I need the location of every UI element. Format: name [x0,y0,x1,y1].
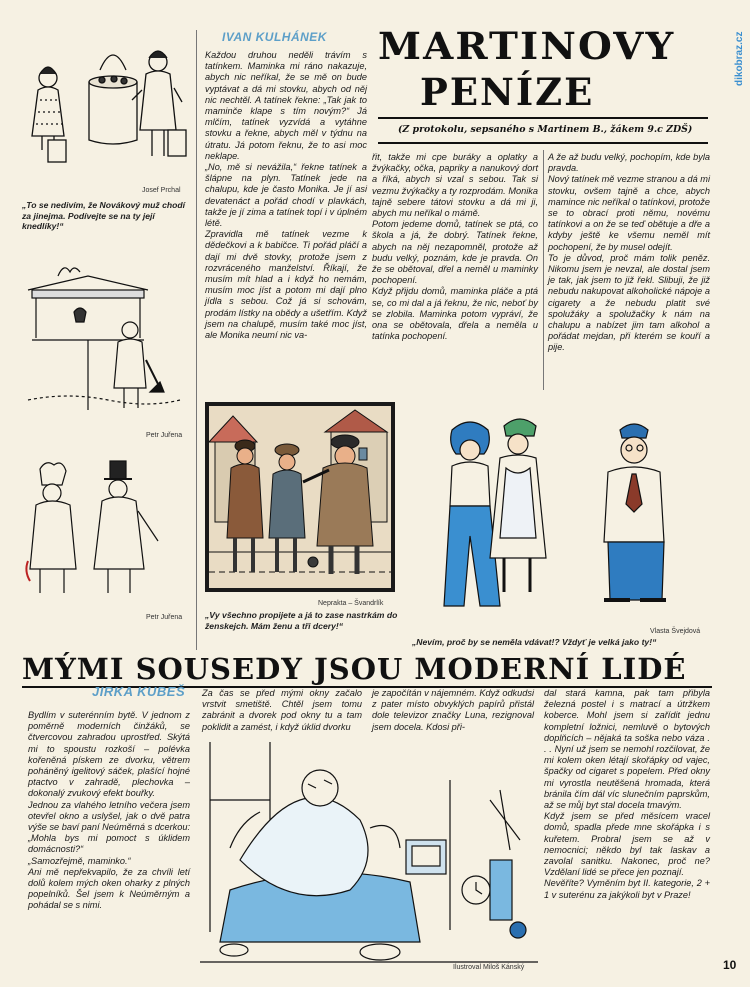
prchal-caption: „To se nedivím, že Novákový muž chodí za jinejma. Podívejte se na ty její knedlíky!“ [22,200,186,231]
title-rule-top [378,117,708,119]
article1-subtitle: (Z protokolu, sepsaného s Martinem B., žákem 9.c ZDŠ) [398,124,693,135]
title-rule-bottom [378,142,708,144]
article2-col3: je započítán v nájemném. Když odkudsi z pater místo obvyklých papírů přistál dole televizor značky Luna, rezignoval jsem docela. Kdosi při- [372,688,534,732]
jurena2-credit: Petr Juřena [146,614,183,621]
svejdova-cartoon [418,410,718,615]
neprakta-credit: Neprakta – Švandrlík [318,600,384,607]
article2-author: JIRKA KUBEŠ [92,684,186,699]
prchal-cartoon [18,40,190,168]
kansky-illustration [200,740,538,970]
article1-title-line2: PENÍZE [420,70,595,114]
jurena-birdhouse-cartoon [18,250,190,418]
article1-author: IVAN KULHÁNEK [222,30,327,44]
article1-col2: řit, takže mi cpe buráky a oplatky a žvýkačky, očka, papriky a nanukový dort a říká, abych si vzal s sebou. Tak si vezmu žvýkačky a ty rozprodám. Monika tajně sebere tátovi stovku a dá mi ji, abych mu neříkal o mámě. Potom jedeme domů, tatínek se ptá, co škola a já, že dobrý. Tatínek řekne, abych na něj nezapomněl, protože až budu velký, poznám, kde je pravda. On že se obětoval, dřel a neměl u maminky pochopení. Když přijdu domů, maminka pláče a ptá se, co mi dal a já řeknu, že nic, neboť by se zlobila. Maminka potom vypráví, že ona se obětovala, dřela a neměla u tatínka pochopení. [372,152,538,342]
article2-col1: Bydlím v suterénním bytě. V jednom z poměrně moderních činžáků, se čtvercovou zahradou uprostřed. Skýtá mi to spoustu rozkoší – polévka kořeněná pískem ze dvorku, větrem poháněný igelitový sáček, plašící hojné ptactvo v zahradě, plechovka – dokonalý zvukový efekt bouřky. Jednou za vlahého letního večera jsem otevřel okno a uslyšel, jak o dvě patra výše se baví paní Neúměrná s dcerkou: „Mohla bys mi pomoct s úklidem domácnosti?“ „Samozřejmě, maminko.“ Ani mě nepřekvapilo, že za chvíli letí dolů kolem mých oken oharky z plných popelníků. Šel jsem k Neúměrným a pohádal se s nimi. [28,710,190,911]
jurena-hats-cartoon [18,455,190,605]
kansky-credit: Ilustroval Miloš Kánský [453,964,525,971]
page-number: 10 [723,958,737,972]
article1-col3: A že až budu velký, pochopím, kde byla pravda. Nový tatínek mě vezme stranou a dá mi stovku, ovšem tajně a chce, abych mamince nic neříkal o tatínkovi, protože se to obrací proti němu, novému tatínkovi a on že se teď obětuje a dře a kdyby ještě ke všemu neměl mít pochopení, že by musel odejít. To je důvod, proč mám tolik peněz. Nikomu jsem je nevzal, ale dostal jsem je tak, jak jsem to již řekl. Slibuji, že již nebudu nakupovat alkoholické nápoje a cigarety a že nebudu platit své spolužáky a spolužačky k nám na chalupu a nabízet jim tam alkohol a pořádat mejdan, při kterém se kouří a pije. [548,152,710,353]
prchal-credit: Josef Prchal [142,187,181,194]
article2-title: MÝMI SOUSEDY JSOU MODERNÍ LIDÉ [22,652,687,686]
svejdova-caption: „Nevím, proč by se neměla vdávat!? Vždyť je velká jako ty!“ [412,637,657,647]
article2-col4: dal stará kamna, pak tam přibyla železná postel i s matrací a útržkem koberce. Mohl jsem si zařídit jednu kompletní ložnici, nemluvě o bytových doplňcích – nějaká ta soška nebo váza . . . Nyní už jsem se nemohl rozčilovat, že mi kolem oken létají skořápky od vajec, špačky od cigaret s popelem. Před okny mi vyrostla neutěšená hromada, která bránila čím dál víc slunečním paprskům, až se můj byt stal docela tmavým. Když jsem se před měsícem vracel domů, spadla přede mne skořápka i s kuřetem. Probral jsem se až v nemocnici; někdo byl tak laskav a zavolal sanitku. Nakonec, proč ne? Vzdělaní lidé se přece jen poznají. Nevěříte? Vyměním byt II. kategorie, 2 + 1 v suterénu za jakýkoli byt v Praze! [544,688,710,900]
neprakta-caption: „Vy všechno propijete a já to zase nastrkám do ženskejch. Mám ženu a tři dcery!“ [205,610,398,631]
divider-left [196,30,197,650]
article1-col1: Každou druhou neděli trávím s tatínkem. Maminka mi ráno nakazuje, abych nic neříkal, že se mě on bude vyptávat a dá mi stovku, abych od něj nic nechtěl. A tatínek řekne: „Tak jak to maminče klape s tím novým?“ Já mlčím, tatínek vyzvídá a vytáhne stovku a řekne, abych měl v týdnu na útratu. Já potom řeknu, že to asi moc neklape. „No, mě si nevážila,“ řekne tatínek a šlápne na plyn. Tatínek jede na chalupu, kde je často Monika. Je jí asi devatenáct a pořád chodí v plavkách, takže je jí zima a tatínek topí i v úplném létě. Zpravidla mě tatínek vezme k dědečkovi a k babičce. Ti pořád pláčí a dají mi dvě stovky, protože jsem z rozvráceného manželství. Říkají, že musím mít hlad a i když ho nemám, musím moc jíst a potom mi dají plno jídla s sebou. Což já si schovám, prodám lístky na obědy a ušetřím. Když jsem na chalupě, musím také moc jíst, ale Monika neumí nic va- [205,50,367,341]
svejdova-credit: Vlasta Švejdová [650,628,701,635]
site-watermark: dikobraz.cz [734,31,745,86]
divider-mid [543,150,544,390]
article2-col2: Za čas se před mými okny začalo vrstvit smetiště. Chtěl jsem tomu zabránit a dvorek pod okny tu a tam poklidit a zamést, i když úklid dvorku [202,688,362,732]
jurena1-credit: Petr Juřena [146,432,183,439]
article1-title-line1: MARTINOVY [378,24,676,68]
neprakta-cartoon [205,402,395,592]
